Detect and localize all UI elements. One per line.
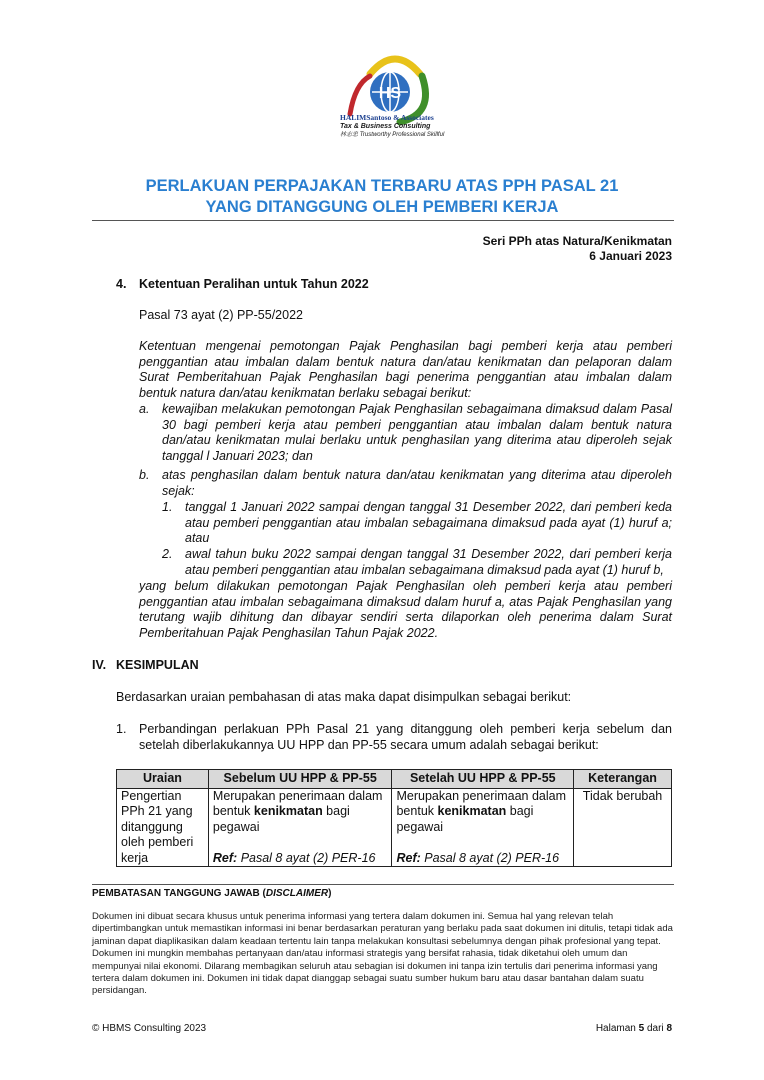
sub1-label: 1. — [162, 500, 173, 514]
point1-label: 1. — [116, 722, 127, 736]
cell-before: Merupakan penerimaan dalam bentuk kenikmatan bagi pegawai Ref: Pasal 8 ayat (2) PER-16 — [208, 788, 392, 867]
disclaimer-text: Dokumen ini dibuat secara khusus untuk penerima informasi yang tertera dalam dokumen ini. Semua hal yang relevan telah dipertimbangkan untuk memastikan informasi ini benar berdasarkan peraturan yang berlaku pada saat dokumen ini ditulis, tetapi tidak ada jaminan dapat diaplikasikan dalam keadaan tertentu lain tanpa melakukan konsultasi sebelumnya dengan pihak profesional yang tepat. Dokumen ini mungkin membahas pertanyaan dan/atau informasi strategis yang bersifat rahasia, tidak diketahui oleh umum dan mempunyai nilai ekonomi. Dilarang membagikan seluruh atau sebagian isi dokumen ini tanpa izin tertulis dari penerima informasi yang tertera dalam dokumen ini. Dokumen ini tidak dapat dianggap sebagai suatu sumber hukum baru atau dasar bantahan dalam suatu persidangan. — [92, 911, 673, 997]
item-b-label: b. — [139, 468, 150, 482]
section4-reference: Pasal 73 ayat (2) PP-55/2022 — [139, 308, 303, 322]
section4-intro: Ketentuan mengenai pemotongan Pajak Penghasilan bagi pemberi kerja atau pemberi penggantian atau imbalan dalam bentuk natura dan/atau kenikmatan dan pelaporan dalam Surat Pemberitahuan Pajak Penghasilan bagi penerima penggantian atau imbalan dalam bentuk natura dan/atau kenikmatan berlaku sebagai berikut: — [139, 339, 672, 400]
disclaimer-title: PEMBATASAN TANGGUNG JAWAB (DISCLAIMER) — [92, 888, 332, 899]
section4-heading: Ketentuan Peralihan untuk Tahun 2022 — [139, 277, 369, 291]
title-line-2: YANG DITANGGUNG OLEH PEMBERI KERJA — [205, 198, 559, 216]
company-tagline: 林志忠 Trustworthy Professional Skillful — [340, 132, 445, 138]
svg-text:HS: HS — [378, 85, 402, 102]
section4-closing: yang belum dilakukan pemotongan Pajak Penghasilan oleh pemberi kerja atau pemberi penggantian atau imbalan sebagaimana dimaksud dalam huruf a, atas Pajak Penghasilan yang terutang wajib dihitung dan dibayar sendiri serta dilaporkan oleh penerima dalam Surat Pemberitahuan Pajak Penghasilan Tahun Pajak 2022. — [139, 579, 672, 640]
cell-before-ref: Ref: Pasal 8 ayat (2) PER-16 — [212, 850, 376, 865]
table-header-uraian: Uraian — [117, 770, 209, 789]
point1-text: Perbandingan perlakuan PPh Pasal 21 yang ditanggung oleh pemberi kerja sebelum dan setelah diberlakukannya UU HPP dan PP-55 secara umum adalah sebagai berikut: — [139, 722, 672, 752]
page-title — [60, 176, 704, 218]
item-a-text: kewajiban melakukan pemotongan Pajak Penghasilan sebagaimana dimaksud dalam Pasal 30 bagi pemberi kerja atau pemberi penggantian atau imbalan dalam bentuk natura dan/atau kenikmatan mulai berlaku untuk penghasilan yang diterima atau diperoleh sejak tanggal l Januari 2023; dan — [162, 402, 672, 463]
footer-page-number: Halaman 5 dari 8 — [595, 1023, 672, 1034]
logo-arc-red — [350, 76, 370, 114]
logo-arc-yellow — [370, 59, 420, 74]
series-name: Seri PPh atas Natura/Kenikmatan — [482, 234, 672, 248]
section4-number: 4. — [116, 277, 127, 291]
company-name-block — [340, 113, 450, 140]
sub2-label: 2. — [162, 547, 173, 561]
series-date: 6 Januari 2023 — [589, 249, 672, 263]
item-a-label: a. — [139, 402, 150, 416]
section-iv-heading: KESIMPULAN — [116, 658, 199, 672]
title-line-1: PERLAKUAN PERPAJAKAN TERBARU ATAS PPH PASAL 21 — [145, 177, 619, 195]
section-iv-intro: Berdasarkan uraian pembahasan di atas maka dapat disimpulkan sebagai berikut: — [116, 690, 572, 704]
item-b-text: atas penghasilan dalam bentuk natura dan/atau kenikmatan yang diterima atau diperoleh sejak: — [162, 468, 672, 498]
sub2-text: awal tahun buku 2022 sampai dengan tanggal 31 Desember 2022, dari pemberi kerja atau pemberi penggantian atau imbalan sebagaimana dimaksud pada ayat (1) huruf b, — [185, 547, 672, 577]
footer-copyright: © HBMS Consulting 2023 — [92, 1023, 207, 1034]
title-divider — [92, 220, 674, 221]
disclaimer-divider — [92, 884, 674, 885]
table-header-before: Sebelum UU HPP & PP-55 — [208, 770, 392, 789]
company-subtitle: Tax & Business Consulting — [340, 123, 431, 130]
sub1-text: tanggal 1 Januari 2022 sampai dengan tanggal 31 Desember 2022, dari pemberi keda atau pemberi penggantian atau imbalan sebagaimana dimaksud pada ayat (1) huruf a; atau — [185, 500, 672, 545]
comparison-table — [116, 769, 672, 867]
table-header-keterangan: Keterangan — [574, 770, 672, 789]
cell-uraian: Pengertian PPh 21 yang ditanggung oleh pemberi kerja — [117, 788, 209, 867]
section-iv-number: IV. — [92, 658, 107, 672]
table-header-row — [117, 770, 672, 789]
cell-after: Merupakan penerimaan dalam bentuk kenikmatan bagi pegawai Ref: Pasal 8 ayat (2) PER-16 — [392, 788, 574, 867]
table-row — [117, 788, 672, 867]
cell-keterangan: Tidak berubah — [574, 788, 672, 867]
series-info — [483, 234, 672, 264]
table-header-after: Setelah UU HPP & PP-55 — [392, 770, 574, 789]
cell-after-ref: Ref: Pasal 8 ayat (2) PER-16 — [396, 850, 560, 865]
company-name: HALIMSantoso & Associates — [340, 113, 434, 122]
